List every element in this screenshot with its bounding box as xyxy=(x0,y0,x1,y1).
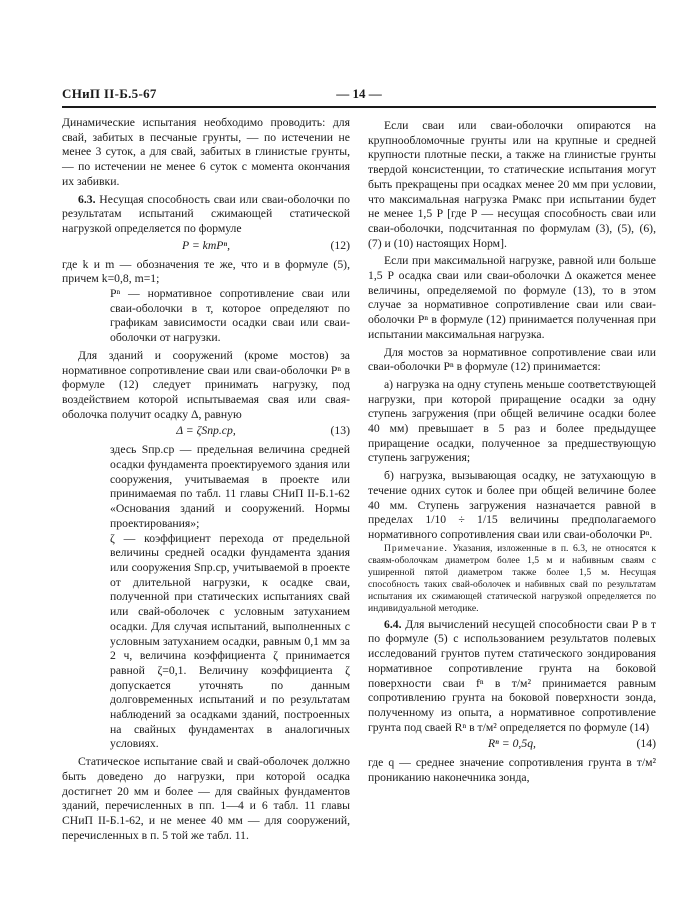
page-header xyxy=(62,86,656,104)
paragraph: Динамические испытания необходимо проводить: для свай, забитых в песчаные грунты, — по истечении не менее 3 суток, а для свай, забитых в глинистые грунты, — по истечении не менее 6 суток с момента окончания их забивки. xyxy=(62,116,350,188)
section-paragraph xyxy=(62,193,350,237)
paragraph: Для зданий и сооружений (кроме мостов) за нормативное сопротивление сваи или сваи-оболочки Pⁿ в формуле (12) следует принимать нагрузку, под воздействием которой испытываемая свая или свая-оболочка получит осадку Δ, равную xyxy=(62,348,350,421)
paragraph: где q — среднее значение сопротивления грунта в т/м² прониканию наконечника зонда, xyxy=(368,756,656,785)
paragraph: где k и m — обозначения те же, что и в формуле (5), причем k=0,8, m=1; xyxy=(62,257,350,286)
note-text: Указания, изложенные в п. 6.3, не относятся к сваям-оболочкам диаметром более 1,5 м и набивным сваям с уширенной пятой диаметром также более 1,5 м. Несущая способность таких свай-оболочек и набивных свай по результатам испытания их сжимающей статической нагрузкой определяется по индивидуальной методике. xyxy=(368,542,656,614)
formula-number: (14) xyxy=(636,737,656,751)
formula-number: (13) xyxy=(330,424,350,438)
right-column xyxy=(368,116,656,786)
formula-text: Δ = ζSпр.ср, xyxy=(176,424,236,438)
note-label: Примечание. xyxy=(384,542,448,554)
section-paragraph xyxy=(368,618,656,736)
paragraph: Статическое испытание свай и свай-оболочек должно быть доведено до нагрузки, при которой осадка достигнет 20 мм и более — для свайных фундаментов зданий, перечисленных в пп. 1—4 и 6 табл. 11 главы СНиП II-Б.1-62, и не менее 40 мм — для сооружений, перечисленных в п. 5 той же табл. 11. xyxy=(62,755,350,842)
formula xyxy=(62,239,350,256)
paragraph: здесь Sпр.ср — предельная величина средней осадки фундамента проектируемого здания или сооружения, учитываемая в проекте или принимаемая по табл. 11 главы СНиП II-Б.1-62 «Основания зданий и сооружений. Нормы проектирования»; xyxy=(110,443,350,530)
paragraph: а) нагрузка на одну ступень меньше соответствующей нагрузки, при которой приращение осадки за одну ступень загружения (при общей величине осадки более 40 мм) превышает в 5 раз и более предыдущее приращение осадки, полученное за предшествующую ступень загружения; xyxy=(368,377,656,465)
paragraph: ζ — коэффициент перехода от предельной величины средней осадки фундамента здания или сооружения Sпр.ср, учитываемой в проекте от длительной нагрузки, к осадке сваи, полученной при статических испытаниях свай или свай-оболочек с условным затуханием осадки. Для случая испытаний, выполненных с условным затуханием осадки, равным 0,1 мм за 2 ч, величина коэффициента ζ принимается равной ζ=0,1. Величину коэффициента ζ допускается уточнять по данным долговременных испытаний и по результатам наблюдений за осадками зданий, построенных на свайных фундаментах в аналогичных условиях. xyxy=(110,531,350,751)
footnote xyxy=(368,543,656,615)
paragraph-text: Для вычислений несущей способности сваи P в т по формуле (5) с использованием результатов полевых исследований грунтов путем статического зондирования нормативное сопротивление грунта на боковой поверхности сваи fⁿ в т/м² принимается равным сопротивлению грунта на боковой поверхности зонда, полученному из опыта, а нормативное сопротивление грунта под сваей Rⁿ в т/м² определяется по формуле (14) xyxy=(368,617,656,734)
left-column xyxy=(62,116,350,843)
formula xyxy=(368,737,656,754)
formula-text: Rⁿ = 0,5q, xyxy=(488,737,536,751)
section-number: 6.3. xyxy=(78,192,96,206)
page-number: — 14 — xyxy=(336,86,382,101)
paragraph: Если при максимальной нагрузке, равной или больше 1,5 P осадка сваи или сваи-оболочки Δ окажется менее величины, определяемой по формуле (13), то в этом случае за нормативное сопротивление сваи или сваи-оболочки Pⁿ в формуле (12) принимается полученная при испытании максимальная нагрузка. xyxy=(368,254,656,341)
paragraph: б) нагрузка, вызывающая осадку, не затухающую в течение одних суток и более при общей величине более 40 мм. Ступень загружения назначается равной в пределах 1/10 ÷ 1/15 величины предполагаемого нормативного сопротивления сваи или сваи-оболочки Pⁿ. xyxy=(368,469,656,541)
paragraph: Если сваи или сваи-оболочки опираются на крупнообломочные грунты или на крупные и средней крупности плотные пески, а также на глинистые грунты твердой консистенции, то статические испытания могут быть прекращены при осадках менее 20 мм при условии, что максимальная нагрузка Pмакс при испытании будет не менее 1,5 P [где P — несущая способность сваи или сваи-оболочки, подсчитанная по формулам (3), (5), (6), (7) и (10) настоящих Норм]. xyxy=(368,119,656,250)
document-code: СНиП II-Б.5-67 xyxy=(62,86,157,101)
formula xyxy=(62,424,350,441)
formula-text: P = kmPⁿ, xyxy=(181,238,231,252)
header-rule xyxy=(62,106,656,108)
paragraph: Для мостов за нормативное сопротивление сваи или сваи-оболочки Pⁿ в формуле (12) принимается: xyxy=(368,345,656,374)
section-number: 6.4. xyxy=(384,617,402,631)
paragraph: Pⁿ — нормативное сопротивление сваи или сваи-оболочки в т, которое определяют по графикам зависимости осадки сваи или сваи-оболочки от нагрузки. xyxy=(110,287,350,345)
paragraph-text: Несущая способность сваи или сваи-оболочки по результатам испытаний сжимающей статической нагрузкой определяется по формуле xyxy=(62,192,350,235)
formula-number: (12) xyxy=(330,238,350,252)
